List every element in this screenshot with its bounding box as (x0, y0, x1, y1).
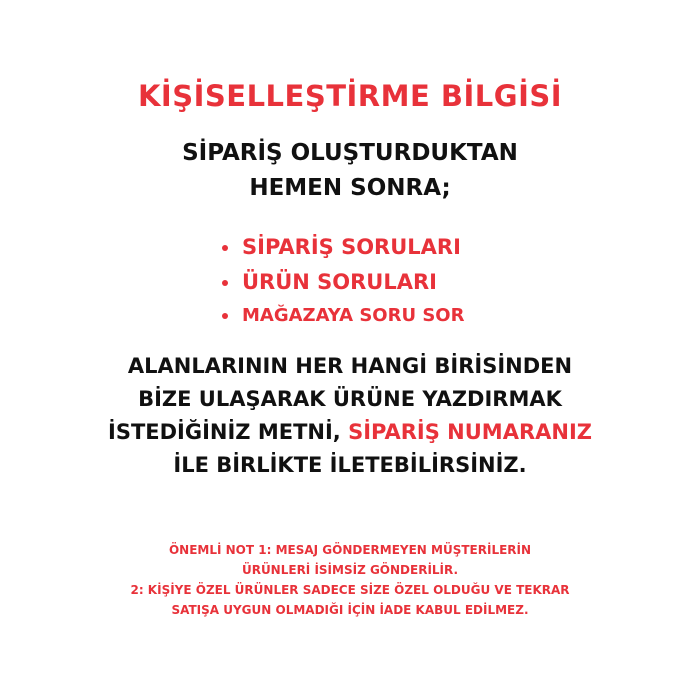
instruction-line (0, 416, 700, 449)
instruction-text (0, 350, 700, 482)
list-item (222, 230, 522, 265)
instruction-text-segment: İSTEDİĞİNİZ METNİ, (108, 420, 349, 444)
list-item-label: MAĞAZAYA SORU SOR (242, 305, 465, 326)
note-line: SATIŞA UYGUN OLMADIĞI İÇİN İADE KABUL EDİLMEZ. (171, 603, 529, 617)
subtitle-line: HEMEN SONRA; (249, 175, 451, 201)
note-line: ÜRÜNLERİ İSİMSİZ GÖNDERİLİR. (241, 563, 459, 577)
important-note (0, 540, 700, 620)
bullet-dot-icon (222, 280, 228, 286)
instruction-line: İLE BİRLİKTE İLETEBİLİRSİNİZ. (173, 453, 527, 477)
list-item-label: ÜRÜN SORULARI (242, 270, 437, 294)
page-title: KİŞİSELLEŞTİRME BİLGİSİ (137, 79, 563, 113)
list-item (222, 265, 522, 300)
instruction-line: ALANLARININ HER HANGİ BİRİSİNDEN (127, 354, 573, 378)
order-number-highlight: SİPARİŞ NUMARANIZ (348, 420, 592, 444)
list-item-label: SİPARİŞ SORULARI (242, 235, 461, 259)
question-areas-list (222, 230, 522, 332)
subtitle-line: SİPARİŞ OLUŞTURDUKTAN (182, 140, 518, 166)
bullet-dot-icon (222, 313, 228, 319)
list-item (222, 300, 522, 332)
note-line: ÖNEMLİ NOT 1: MESAJ GÖNDERMEYEN MÜŞTERİLERİN (168, 543, 532, 557)
instruction-line: BİZE ULAŞARAK ÜRÜNE YAZDIRMAK (138, 387, 562, 411)
subtitle (0, 136, 700, 206)
bullet-dot-icon (222, 245, 228, 251)
note-line: 2: KİŞİYE ÖZEL ÜRÜNLER SADECE SİZE ÖZEL OLDUĞU VE TEKRAR (130, 583, 570, 597)
